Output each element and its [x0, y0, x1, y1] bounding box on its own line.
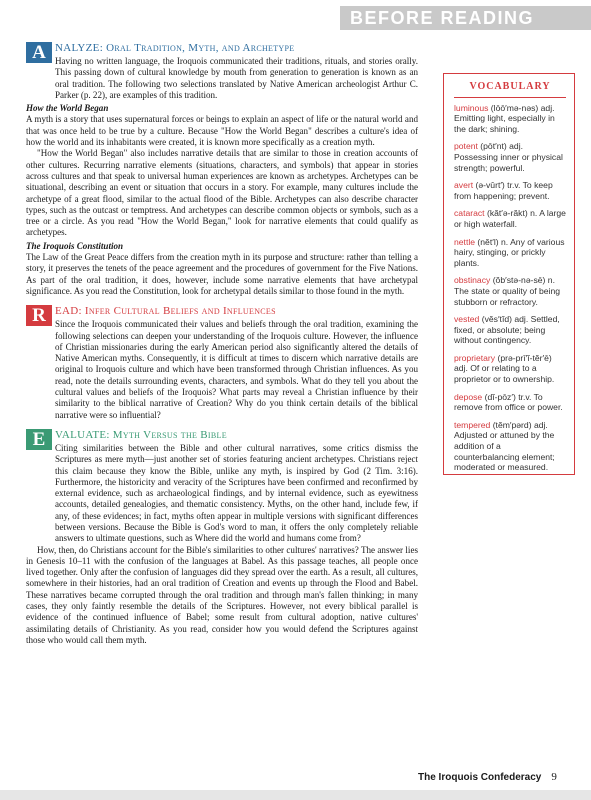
read-section — [26, 305, 418, 421]
page-number: 9 — [551, 771, 557, 783]
footer-rule — [0, 790, 591, 800]
vocabulary-definition: (pōt′nt) adj. Possessing inner or physical strength; powerful. — [454, 141, 563, 173]
banner-text: BEFORE READING — [350, 8, 535, 28]
analyze-paragraph-3: "How the World Began" also includes narrative details that are similar to those in creation accounts of other cultures. Recurring narrative elements (situations, characters, and symbols) that appear in stories across cultures and that speak to universal human experiences are known as archetypes. Archetypes can be situational, describing an event or situation that occurs in a story. For example, many cultures include the archetype of a great flood, similar to the actual flood of the Bible. Archetypes can also describe character types, such as the outcast or temptress. And archetypes can describe common objects or symbols, such as a tree or a circle. As you read "How the World Began," look for narrative elements that could qualify as archetypes. — [26, 148, 418, 238]
vocabulary-entry — [454, 237, 566, 269]
read-title: EAD: Infer Cultural Beliefs and Influences — [55, 305, 276, 318]
vocabulary-term: vested — [454, 314, 480, 325]
read-initial: R — [26, 305, 52, 326]
vocabulary-entry — [454, 275, 566, 307]
vocabulary-entry — [454, 392, 566, 413]
analyze-section — [26, 42, 418, 297]
subhead-how-world-began: How the World Began — [26, 103, 109, 114]
vocabulary-definition: (lōō′mə-nəs) adj. Emitting light, especially in the dark; shining. — [454, 102, 555, 134]
vocabulary-entry — [454, 353, 566, 385]
analyze-paragraph-1: Having no written language, the Iroquois communicated their traditions, rituals, and stories orally. This passing down of cultural knowledge by mouth from generation to generation is known as an oral tradition. The following two selections translated by Native American archeologist Arthur C. Parker (p. 22), are examples of this tradition. — [55, 56, 418, 100]
vocabulary-definition: (nĕt′l) n. Any of various hairy, stinging, or prickly plants. — [454, 236, 565, 268]
vocabulary-term: nettle — [454, 236, 476, 247]
vocabulary-entry — [454, 208, 566, 229]
vocabulary-term: cataract — [454, 208, 485, 219]
vocabulary-entry — [454, 103, 566, 135]
vocabulary-entry — [454, 141, 566, 173]
evaluate-title: VALUATE: Myth Versus the Bible — [55, 428, 227, 441]
analyze-header — [26, 42, 418, 101]
vocabulary-title: VOCABULARY — [454, 82, 566, 98]
page-footer — [418, 771, 557, 783]
vocabulary-definition: (ə-vûrt′) tr.v. To keep from happening; prevent. — [454, 180, 553, 201]
vocabulary-definition: (prə-prī′ĭ-tĕr′ē) adj. Of or relating to a proprietor or to ownership. — [454, 352, 555, 385]
vocabulary-term: luminous — [454, 102, 489, 113]
evaluate-section — [26, 429, 418, 646]
vocabulary-box — [443, 73, 575, 475]
vocabulary-list — [454, 103, 566, 473]
evaluate-paragraph-2: How, then, do Christians account for the Bible's similarities to other cultures' narratives? The answer lies in Genesis 10–11 with the confusion of the languages at Babel. As this passage teaches, all people once lived together. Only after the confusion of languages did they spread over the earth. As a result, all cultures, somewhere in their histories, had an oral tradition of Creation and events up through the Flood and Babel. These narratives became corrupted through the oral tradition and through man's fallen thinking; in many cases, they only faintly resemble the details of the Scriptures. However, not every biblical parallel is evidence of the continued influence of Babel; some result from cultural adoption, native cultures' assimilating details of Christianity. As you read, consider how you would defend the Scriptures against those who would call them myth. — [26, 544, 418, 645]
vocabulary-definition: (kăt′ə-răkt) n. A large or high waterfall. — [454, 208, 566, 229]
vocabulary-entry — [454, 180, 566, 201]
evaluate-header — [26, 429, 418, 545]
vocabulary-entry — [454, 314, 566, 346]
vocabulary-term: proprietary — [454, 352, 496, 363]
analyze-title: NALYZE: Oral Tradition, Myth, and Archetype — [55, 42, 295, 54]
vocabulary-term: potent — [454, 141, 478, 152]
read-header — [26, 305, 418, 421]
vocabulary-definition: (ŏb′stə-nə-sē) n. The state or quality of being stubborn or refractory. — [454, 275, 561, 307]
vocabulary-definition: (vĕs′tĭd) adj. Settled, fixed, or absolute; being without contingency. — [454, 314, 560, 346]
main-column — [26, 42, 418, 654]
analyze-paragraph-2: A myth is a story that uses supernatural forces or beings to explain an aspect of life or the natural world and that was once held to be true by a culture. Because "How the World Began" describes a culture's idea of how the world and its inhabitants were created, it is known more specifically as a creation myth. — [26, 114, 418, 148]
vocabulary-entry — [454, 420, 566, 473]
vocabulary-term: depose — [454, 391, 483, 402]
evaluate-paragraph-1: Citing similarities between the Bible and other cultural narratives, some critics dismiss the Scriptures as mere myth—just another set of stories featuring ancient archetypes. Christians reject this claim because they know the Bible, unlike any myth, is inspired by God (2 Tim. 3:16). Furthermore, the historicity and veracity of the Scriptures have been confirmed and reconfirmed by external evidence, such as archaeological findings, and by internal evidence, such as eyewitness accounts, detailed genealogies, and thematic consistency. Myths, on the other hand, include few, if any, of these evidences; in fact, myths often appear in multiple versions with significant differences between versions. Because the Bible is God's word to man, it offers the only completely reliable answers to ultimate questions, such as Where did the world and humans come from? — [55, 442, 418, 544]
evaluate-initial: E — [26, 429, 52, 450]
vocabulary-definition: (tĕm′pərd) adj. Adjusted or attuned by the addition of a counterbalancing element; moderated or measured. — [454, 419, 555, 473]
subhead-iroquois-constitution: The Iroquois Constitution — [26, 240, 124, 251]
footer-title: The Iroquois Confederacy — [418, 772, 542, 783]
vocabulary-term: tempered — [454, 419, 491, 430]
vocabulary-term: obstinacy — [454, 275, 491, 286]
vocabulary-definition: (dĭ-pōz′) tr.v. To remove from office or power. — [454, 391, 563, 413]
section-banner — [340, 6, 591, 30]
vocabulary-term: avert — [454, 180, 474, 191]
read-paragraph-1: Since the Iroquois communicated their values and beliefs through the oral tradition, examining the following selections can deepen your understanding of the Iroquois culture. However, the influence of Christian missionaries during the early American period also significantly altered the details of Native American myths. Consequently, it is difficult at times to discern which narrative details are original to Iroquois culture and which have been transformed through Christian influences. As you read, note the details surrounding events, characters, and symbols. What do they tell you about the cultural values and beliefs of the Iroquois? What parts may reveal a Christian influence by their similarity to the biblical narrative of Creation? Why do you think certain details of the biblical narrative were so influential? — [55, 319, 418, 420]
analyze-paragraph-4: The Law of the Great Peace differs from the creation myth in its purpose and structure: rather than telling a story, it preserves the tenets of the peace agreement and the procedures of government for the Five Nations. As part of the oral tradition, it does, however, include some narrative elements that have archetypal significance. As you read the Constitution, look for archetypal details similar to those found in the myth. — [26, 252, 418, 296]
analyze-initial: A — [26, 42, 52, 63]
